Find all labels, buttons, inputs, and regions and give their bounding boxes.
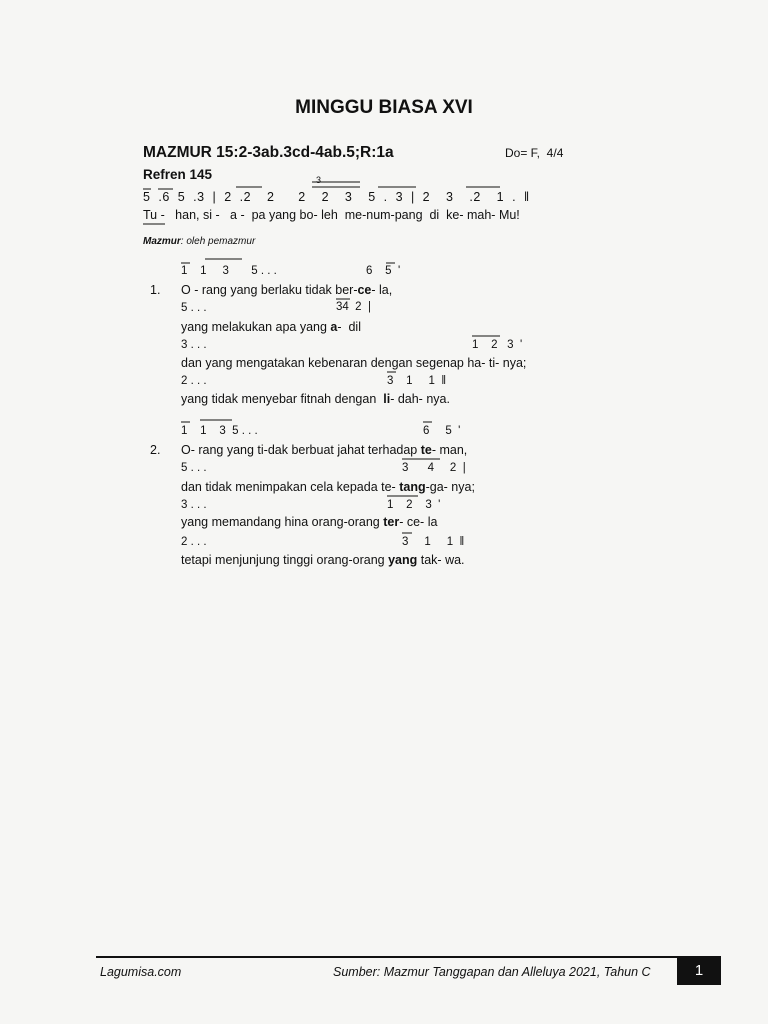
triplet-mark: 3 [316, 175, 322, 185]
verse-notes: 1 1 3 5 . . . [181, 265, 277, 277]
instruction-text: : oleh pemazmur [180, 236, 256, 247]
footer-site: Lagumisa.com [100, 965, 182, 979]
verse-notes-end: 3 4 2 | [402, 462, 466, 474]
verse-notes-end: 6 5 ' [366, 265, 401, 277]
verse-notes-end: 1 2 3 ' [472, 339, 523, 351]
refrain-label: Refren 145 [143, 167, 213, 182]
verse-notes: 5 . . . [181, 302, 207, 314]
verse-lyric: dan tidak menimpakan cela kepada te- tang-ga- nya; [181, 480, 475, 494]
verse-notes-end: 3 1 1 ‖ [387, 375, 447, 387]
verse-notes: 1 1 3 5 . . . [181, 425, 258, 437]
verse-notes: 3 . . . [181, 499, 207, 511]
instruction-bold: Mazmur [143, 236, 181, 247]
verse-lyric: yang memandang hina orang-orang ter- ce- la [181, 515, 438, 529]
verse-number: 2. [150, 443, 161, 457]
footer-rule [96, 956, 721, 958]
refrain-notation: 5 .6 5 .3 | 2 .2 2 2 2 3 5 . 3 | 2 3 .2 1 . ‖ [143, 190, 530, 204]
verse-lyric: tetapi menjunjung tinggi orang-orang yang tak- wa. [181, 553, 465, 567]
verse-lyric: O- rang yang ti-dak berbuat jahat terhadap te- man, [181, 443, 468, 457]
verse-notes-end: 1 2 3 ' [387, 499, 441, 511]
verse-lyric: dan yang mengatakan kebenaran dengan segenap ha- ti- nya; [181, 356, 527, 370]
verse-lyric: O - rang yang berlaku tidak ber-ce- la, [181, 283, 393, 297]
page-number: 1 [677, 957, 721, 985]
page-title: MINGGU BIASA XVI [295, 97, 473, 118]
key-signature: Do= F, 4/4 [505, 146, 564, 160]
verse-notes: 2 . . . [181, 536, 207, 548]
verse-notes-end: 34 2 | [336, 301, 371, 313]
verse-notes: 3 . . . [181, 339, 207, 351]
verse-notes-end: 6 5 ' [423, 425, 461, 437]
footer-source: Sumber: Mazmur Tanggapan dan Alleluya 2021, Tahun C [333, 965, 651, 979]
verse-notes: 5 . . . [181, 462, 207, 474]
verse-notes: 2 . . . [181, 375, 207, 387]
instruction [143, 236, 255, 247]
verse-lyric: yang tidak menyebar fitnah dengan li- dah- nya. [181, 392, 450, 406]
psalm-reference: MAZMUR 15:2-3ab.3cd-4ab.5;R:1a [143, 144, 394, 161]
verse-lyric: yang melakukan apa yang a- dil [181, 320, 361, 334]
verse-notes-end: 3 1 1 ‖ [402, 536, 465, 548]
verse-number: 1. [150, 283, 161, 297]
refrain-lyrics: Tu - han, si - a - pa yang bo- leh me-num-pang di ke- mah- Mu! [143, 208, 520, 222]
